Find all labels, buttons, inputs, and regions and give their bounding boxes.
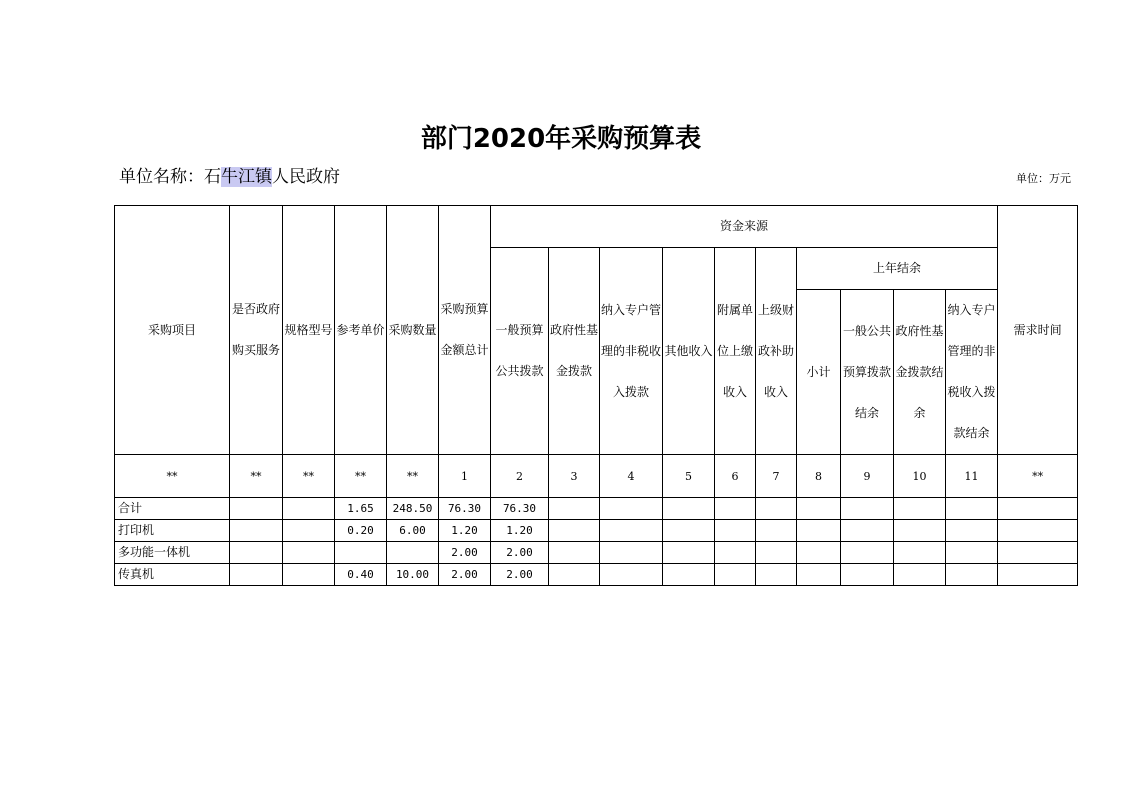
row-value-cell bbox=[549, 520, 600, 542]
code-cell: 11 bbox=[946, 455, 998, 498]
code-row-body bbox=[115, 455, 1078, 498]
header-total: 采购预算金额总计 bbox=[439, 206, 491, 455]
row-value-cell bbox=[387, 542, 439, 564]
code-cell: ** bbox=[387, 455, 439, 498]
table-row bbox=[115, 542, 1078, 564]
row-value-cell bbox=[600, 520, 663, 542]
row-value-cell: 76.30 bbox=[439, 498, 491, 520]
row-value-cell bbox=[600, 542, 663, 564]
header-demand-time: 需求时间 bbox=[998, 206, 1078, 455]
row-value-cell bbox=[283, 542, 335, 564]
row-value-cell: 2.00 bbox=[439, 564, 491, 586]
data-rows bbox=[115, 498, 1078, 586]
row-value-cell: 0.20 bbox=[335, 520, 387, 542]
row-value-cell bbox=[715, 564, 756, 586]
row-value-cell bbox=[894, 498, 946, 520]
table-row bbox=[115, 520, 1078, 542]
row-item-cell: 合计 bbox=[115, 498, 230, 520]
unit-name-highlight: 牛江镇 bbox=[221, 167, 272, 187]
code-cell: 4 bbox=[600, 455, 663, 498]
row-value-cell bbox=[715, 498, 756, 520]
header-is-gov-service: 是否政府购买服务 bbox=[230, 206, 283, 455]
code-cell: ** bbox=[115, 455, 230, 498]
header-prev-non-tax: 纳入专户管理的非税收入拨款结余 bbox=[946, 290, 998, 455]
row-value-cell bbox=[841, 498, 894, 520]
row-value-cell bbox=[756, 542, 797, 564]
row-value-cell bbox=[230, 498, 283, 520]
row-value-cell bbox=[797, 520, 841, 542]
row-value-cell: 1.65 bbox=[335, 498, 387, 520]
row-value-cell: 2.00 bbox=[491, 542, 549, 564]
row-value-cell bbox=[600, 498, 663, 520]
row-item-cell: 多功能一体机 bbox=[115, 542, 230, 564]
code-row bbox=[115, 455, 1078, 498]
page-title: 部门2020年采购预算表 bbox=[420, 124, 702, 154]
code-cell: ** bbox=[230, 455, 283, 498]
header-affiliated: 附属单位上缴收入 bbox=[715, 248, 756, 455]
row-value-cell bbox=[283, 520, 335, 542]
row-value-cell bbox=[663, 498, 715, 520]
row-value-cell bbox=[998, 564, 1078, 586]
row-value-cell bbox=[230, 542, 283, 564]
row-value-cell bbox=[998, 498, 1078, 520]
header-spec: 规格型号 bbox=[283, 206, 335, 455]
header-subtotal: 小计 bbox=[797, 290, 841, 455]
row-value-cell bbox=[946, 520, 998, 542]
row-value-cell bbox=[797, 564, 841, 586]
code-cell: 6 bbox=[715, 455, 756, 498]
row-value-cell: 1.20 bbox=[491, 520, 549, 542]
row-value-cell: 2.00 bbox=[491, 564, 549, 586]
row-value-cell bbox=[230, 520, 283, 542]
row-value-cell bbox=[230, 564, 283, 586]
code-cell: ** bbox=[283, 455, 335, 498]
row-value-cell bbox=[797, 542, 841, 564]
row-item-cell: 传真机 bbox=[115, 564, 230, 586]
row-value-cell bbox=[946, 498, 998, 520]
header-prev-general: 一般公共预算拨款结余 bbox=[841, 290, 894, 455]
unit-name bbox=[119, 162, 340, 187]
row-value-cell: 248.50 bbox=[387, 498, 439, 520]
procurement-budget-table bbox=[114, 205, 1078, 586]
row-value-cell bbox=[549, 564, 600, 586]
header-prev-balance: 上年结余 bbox=[797, 248, 998, 290]
table-header bbox=[115, 206, 1078, 455]
header-gov-fund: 政府性基金拨款 bbox=[549, 248, 600, 455]
code-cell: 9 bbox=[841, 455, 894, 498]
row-value-cell: 0.40 bbox=[335, 564, 387, 586]
row-value-cell bbox=[756, 498, 797, 520]
row-value-cell: 6.00 bbox=[387, 520, 439, 542]
code-cell: 1 bbox=[439, 455, 491, 498]
row-value-cell bbox=[600, 564, 663, 586]
row-value-cell: 2.00 bbox=[439, 542, 491, 564]
row-value-cell bbox=[841, 520, 894, 542]
code-cell: 3 bbox=[549, 455, 600, 498]
header-item: 采购项目 bbox=[115, 206, 230, 455]
header-general-budget: 一般预算公共拨款 bbox=[491, 248, 549, 455]
row-value-cell bbox=[715, 542, 756, 564]
row-value-cell bbox=[335, 542, 387, 564]
row-value-cell bbox=[663, 542, 715, 564]
header-prev-gov-fund: 政府性基金拨款结余 bbox=[894, 290, 946, 455]
row-value-cell bbox=[841, 564, 894, 586]
row-value-cell bbox=[549, 542, 600, 564]
row-item-cell: 打印机 bbox=[115, 520, 230, 542]
code-cell: 5 bbox=[663, 455, 715, 498]
row-value-cell bbox=[841, 542, 894, 564]
row-value-cell bbox=[283, 564, 335, 586]
unit-label: 单位：万元 bbox=[1016, 172, 1071, 185]
row-value-cell bbox=[998, 520, 1078, 542]
header-ref-price: 参考单价 bbox=[335, 206, 387, 455]
row-value-cell bbox=[894, 542, 946, 564]
row-value-cell bbox=[797, 498, 841, 520]
header-non-tax: 纳入专户管理的非税收入拨款 bbox=[600, 248, 663, 455]
row-value-cell bbox=[998, 542, 1078, 564]
row-value-cell bbox=[549, 498, 600, 520]
row-value-cell bbox=[663, 564, 715, 586]
code-cell: 2 bbox=[491, 455, 549, 498]
row-value-cell bbox=[894, 564, 946, 586]
header-superior: 上级财政补助收入 bbox=[756, 248, 797, 455]
row-value-cell: 10.00 bbox=[387, 564, 439, 586]
row-value-cell bbox=[946, 564, 998, 586]
row-value-cell bbox=[283, 498, 335, 520]
row-value-cell: 1.20 bbox=[439, 520, 491, 542]
header-quantity: 采购数量 bbox=[387, 206, 439, 455]
table-row bbox=[115, 564, 1078, 586]
code-cell: 8 bbox=[797, 455, 841, 498]
unit-name-suffix: 人民政府 bbox=[272, 167, 340, 187]
unit-name-prefix: 单位名称：石 bbox=[119, 167, 221, 187]
row-value-cell bbox=[756, 564, 797, 586]
row-value-cell bbox=[946, 542, 998, 564]
row-value-cell bbox=[663, 520, 715, 542]
table-row bbox=[115, 498, 1078, 520]
code-cell: ** bbox=[335, 455, 387, 498]
row-value-cell bbox=[894, 520, 946, 542]
code-cell: 10 bbox=[894, 455, 946, 498]
row-value-cell: 76.30 bbox=[491, 498, 549, 520]
header-other-income: 其他收入 bbox=[663, 248, 715, 455]
code-cell: 7 bbox=[756, 455, 797, 498]
row-value-cell bbox=[715, 520, 756, 542]
row-value-cell bbox=[756, 520, 797, 542]
header-funding-source: 资金来源 bbox=[491, 206, 998, 248]
code-cell: ** bbox=[998, 455, 1078, 498]
